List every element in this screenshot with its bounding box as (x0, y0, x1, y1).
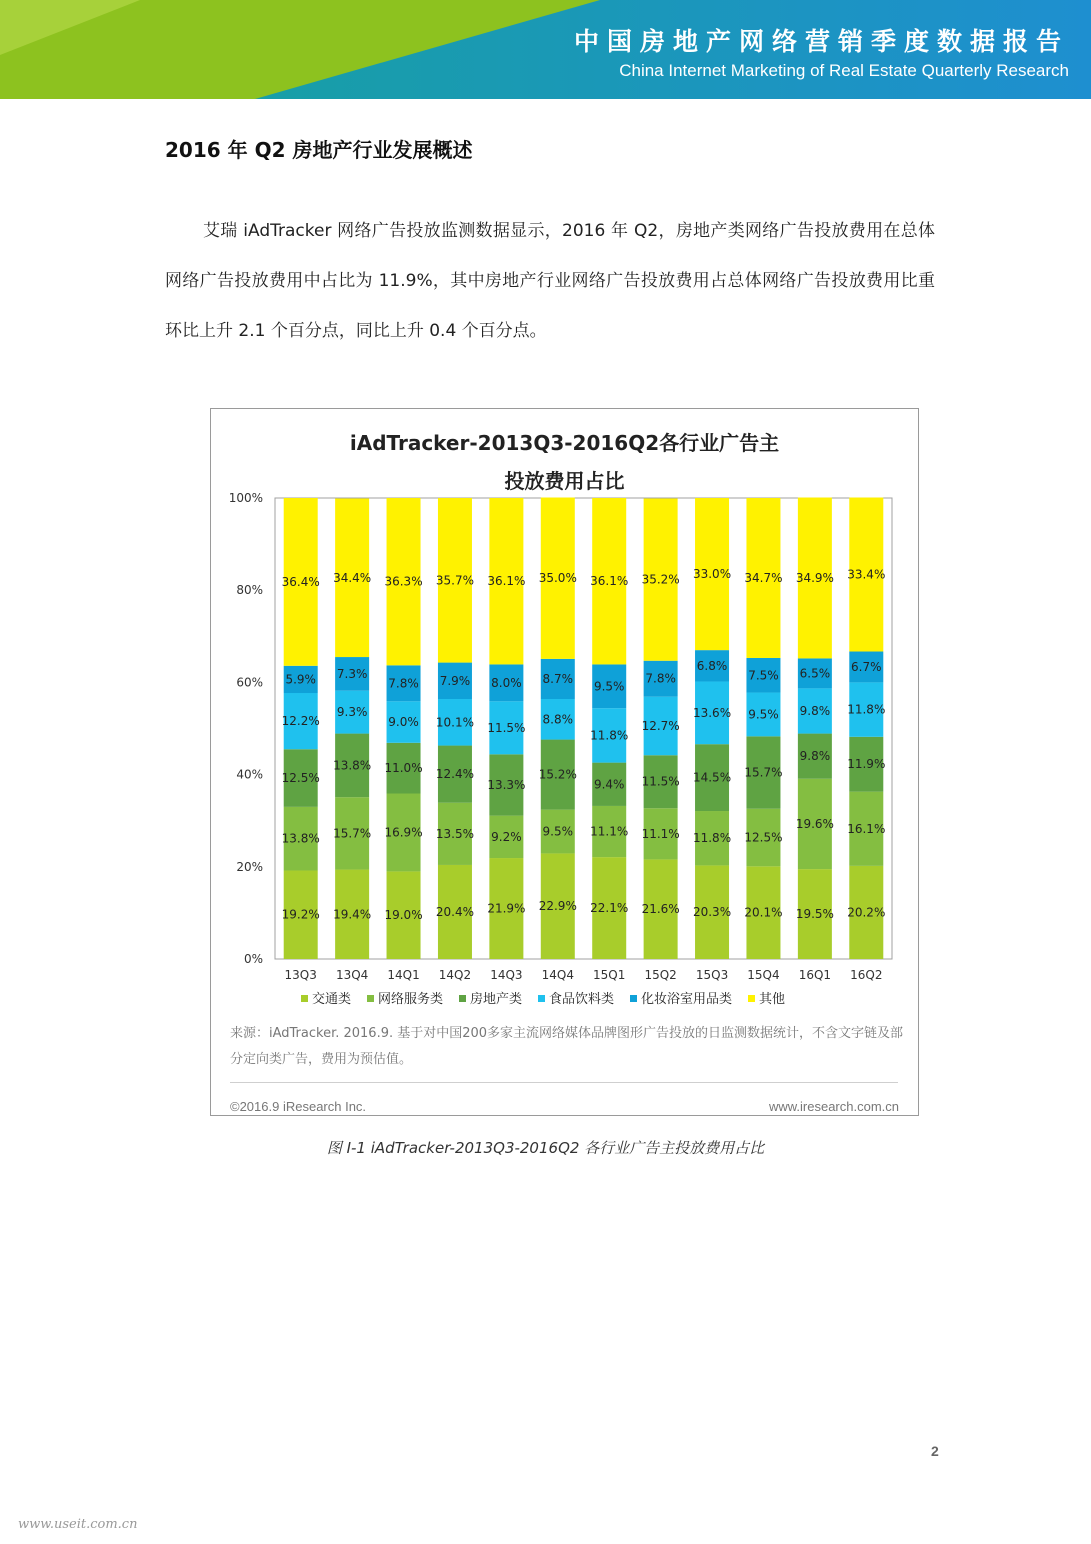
data-label: 9.5% (748, 707, 779, 722)
x-tick-label: 16Q1 (798, 968, 832, 982)
data-label: 19.6% (795, 816, 834, 831)
legend-label: 其他 (759, 992, 786, 1007)
data-label: 11.8% (692, 831, 732, 846)
data-label: 34.7% (744, 570, 783, 585)
data-label: 13.3% (487, 777, 526, 792)
legend-swatch (459, 995, 466, 1002)
data-label: 8.8% (542, 712, 574, 727)
data-label: 13.8% (281, 831, 320, 846)
header-banner (0, 0, 1091, 99)
legend-label: 房地产类 (470, 992, 523, 1007)
legend-swatch (538, 995, 545, 1002)
data-label: 11.5% (487, 720, 526, 735)
page-number: 2 (931, 1443, 939, 1459)
x-tick-label: 13Q4 (335, 968, 369, 982)
data-label: 33.4% (847, 567, 886, 582)
figure-caption: 图 I-1 iAdTracker-2013Q3-2016Q2 各行业广告主投放费用占比 (326, 1139, 765, 1157)
data-label: 12.4% (435, 767, 475, 782)
data-label: 16.9% (384, 825, 423, 840)
source-note: 来源：iAdTracker. 2016.9. 基于对中国200多家主流网络媒体品牌图形广告投放的日监测数据统计，不含文字链及部分定向类广告，费用为预估值。 (230, 1026, 904, 1067)
data-label: 8.7% (542, 671, 574, 686)
data-label: 11.8% (590, 728, 629, 743)
section-title: 2016 年 Q2 房地产行业发展概述 (165, 138, 473, 162)
report-subtitle: China Internet Marketing of Real Estate Quarterly Research (619, 61, 1069, 80)
x-tick-label: 14Q3 (490, 968, 523, 982)
data-label: 11.1% (641, 826, 680, 841)
y-tick-label: 0% (243, 952, 263, 966)
data-label: 7.9% (439, 673, 471, 688)
data-label: 36.1% (487, 574, 526, 589)
data-label: 34.9% (795, 570, 834, 585)
data-label: 8.0% (491, 675, 522, 690)
data-label: 35.7% (435, 573, 475, 588)
data-label: 35.0% (538, 571, 577, 586)
website: www.iresearch.com.cn (768, 1099, 899, 1114)
x-tick-label: 15Q4 (747, 968, 780, 982)
x-tick-label: 15Q1 (593, 968, 626, 982)
data-label: 7.8% (645, 671, 676, 686)
data-label: 12.5% (744, 830, 783, 845)
data-label: 11.9% (847, 757, 886, 772)
data-label: 33.0% (692, 567, 732, 582)
data-label: 11.1% (590, 824, 629, 839)
data-label: 11.0% (384, 761, 423, 776)
y-tick-label: 100% (228, 491, 263, 505)
legend-swatch (367, 995, 374, 1002)
data-label: 13.6% (692, 705, 732, 720)
data-label: 9.5% (593, 679, 625, 694)
figure-frame (210, 408, 919, 1116)
y-tick-label: 20% (236, 859, 263, 874)
copyright: ©2016.9 iResearch Inc. (230, 1099, 367, 1114)
data-label: 19.5% (795, 907, 834, 922)
data-label: 22.9% (538, 899, 577, 914)
data-label: 12.2% (281, 714, 320, 729)
x-tick-label: 14Q1 (387, 968, 420, 982)
data-label: 12.7% (641, 718, 680, 733)
chart-title-line1: iAdTracker-2013Q3-2016Q2各行业广告主 (349, 431, 780, 455)
data-label: 11.5% (641, 774, 680, 789)
data-label: 6.5% (799, 666, 831, 681)
footer-divider (230, 1082, 898, 1083)
x-tick-label: 14Q4 (541, 968, 574, 982)
y-tick-label: 40% (236, 767, 263, 782)
report-title: 中国房地产网络营销季度数据报告 (573, 27, 1069, 56)
legend-swatch (748, 995, 755, 1002)
data-label: 36.1% (590, 574, 629, 589)
data-label: 10.1% (435, 715, 475, 730)
data-label: 34.4% (333, 570, 372, 585)
legend-swatch (301, 995, 308, 1002)
data-label: 36.3% (384, 574, 423, 589)
body-paragraph: 艾瑞 iAdTracker 网络广告投放监测数据显示，2016 年 Q2，房地产类网络广告投放费用在总体网络广告投放费用中占比为 11.9%，其中房地产行业网络广告投放费用占总体网络广告投放费用比重环比上升 2.1 个百分点，同比上升 0.4 个百分点。 (165, 221, 935, 341)
data-label: 20.4% (435, 904, 475, 919)
data-label: 20.3% (692, 905, 732, 920)
y-tick-label: 60% (236, 675, 263, 690)
data-label: 19.2% (281, 907, 320, 922)
data-label: 35.2% (641, 572, 680, 587)
data-label: 9.0% (388, 715, 419, 730)
y-tick-label: 80% (236, 583, 263, 598)
legend-label: 网络服务类 (378, 992, 444, 1007)
data-label: 13.5% (435, 826, 475, 841)
data-label: 7.5% (748, 668, 779, 683)
legend-label: 食品饮料类 (549, 992, 615, 1007)
data-label: 16.1% (847, 821, 886, 836)
data-label: 19.4% (333, 907, 372, 922)
data-label: 9.8% (799, 703, 831, 718)
data-label: 9.3% (336, 705, 368, 720)
data-label: 6.7% (851, 659, 882, 674)
data-label: 9.8% (799, 749, 831, 764)
data-label: 5.9% (285, 672, 316, 687)
data-label: 20.2% (847, 905, 886, 920)
data-label: 22.1% (590, 901, 629, 916)
legend-swatch (630, 995, 637, 1002)
x-tick-label: 15Q2 (644, 968, 677, 982)
watermark: www.useit.com.cn (18, 1517, 138, 1532)
data-label: 7.8% (388, 676, 419, 691)
data-label: 36.4% (281, 574, 320, 589)
data-label: 7.3% (336, 666, 368, 681)
data-label: 21.6% (641, 902, 680, 917)
chart-title-line2: 投放费用占比 (504, 469, 625, 493)
data-label: 15.7% (333, 826, 372, 841)
data-label: 15.2% (538, 767, 577, 782)
data-label: 6.8% (696, 658, 728, 673)
data-label: 13.8% (333, 758, 372, 773)
x-tick-label: 15Q3 (695, 968, 729, 982)
stacked-bar-chart (211, 409, 918, 1019)
data-label: 20.1% (744, 905, 783, 920)
data-label: 11.8% (847, 702, 886, 717)
data-label: 19.0% (384, 908, 423, 923)
x-tick-label: 14Q2 (438, 968, 472, 982)
legend-label: 化妆浴室用品类 (641, 992, 733, 1007)
legend-label: 交通类 (312, 992, 352, 1007)
data-label: 9.4% (593, 777, 625, 792)
data-label: 21.9% (487, 901, 526, 916)
data-label: 14.5% (692, 770, 732, 785)
data-label: 15.7% (744, 765, 783, 780)
x-tick-label: 13Q3 (284, 968, 317, 982)
data-label: 9.5% (542, 824, 574, 839)
x-tick-label: 16Q2 (850, 968, 883, 982)
data-label: 9.2% (491, 829, 522, 844)
data-label: 12.5% (281, 771, 320, 786)
